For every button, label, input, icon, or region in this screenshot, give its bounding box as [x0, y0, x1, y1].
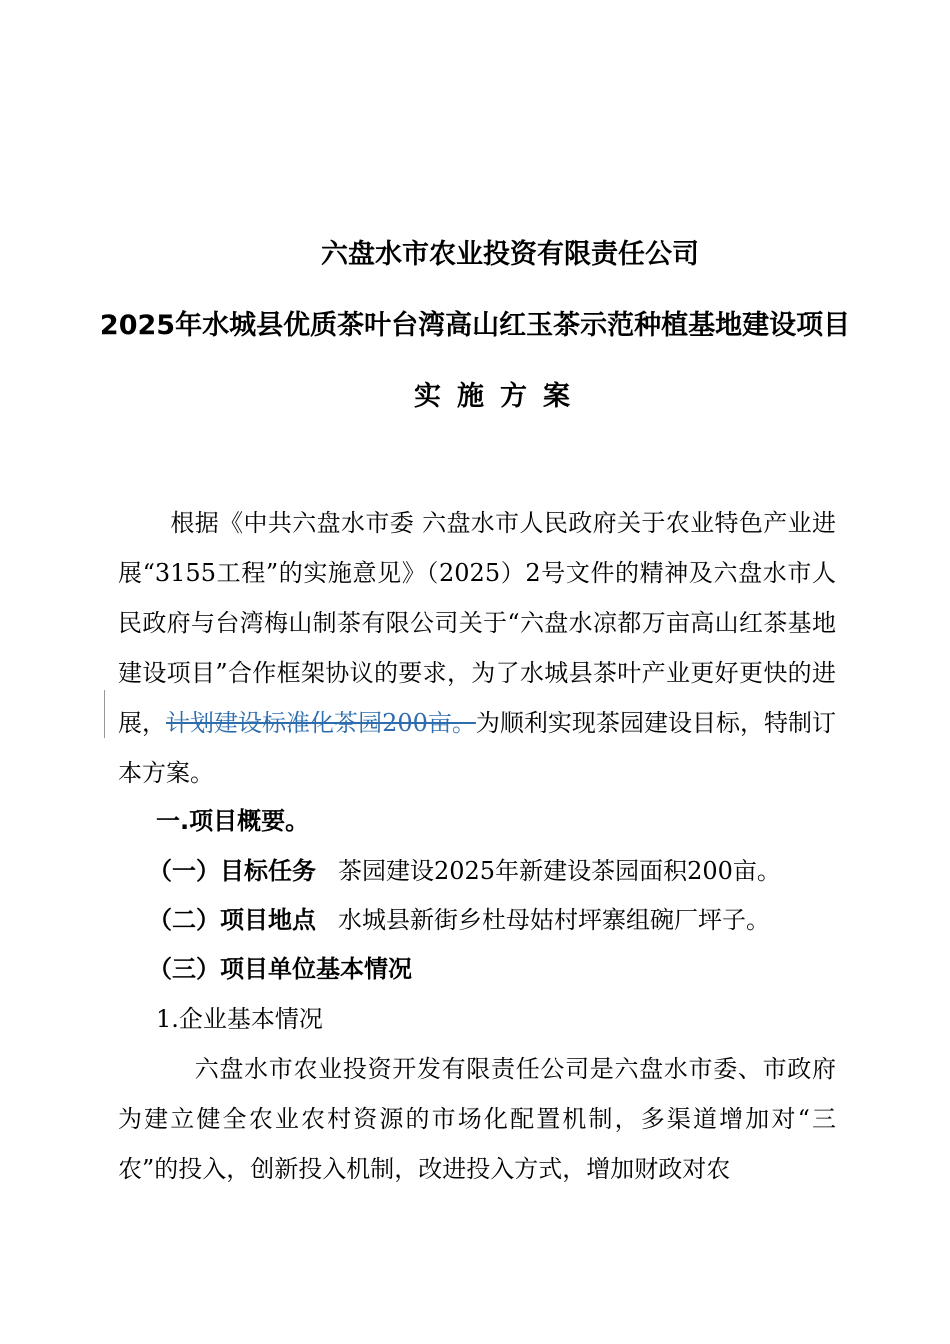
item-project-location [148, 895, 770, 945]
section-heading-overview: 一.项目概要。 [156, 807, 310, 835]
item-target-task-label: （一）目标任务 [148, 857, 316, 885]
tracked-deletion: 计划建设标准化茶园200亩。 [166, 709, 476, 737]
document-title-plan: 实施方案 [414, 381, 586, 412]
intro-text-part2: 为顺利实现茶园建设目标，特制订本方案。 [118, 709, 836, 787]
intro-text-part1: 根据《中共六盘水市委 六盘水市人民政府关于农业特色产业进展“3155工程”的实施意见》（2025）2号文件的精神及六盘水市人民政府与台湾梅山制茶有限公司关于“六盘水凉都万亩高山红茶基地建设项目”合作框架协议的要求，为了水城县茶叶产业更好更快的进展， [118, 509, 836, 737]
item-target-task-text: 茶园建设2025年新建设茶园面积200亩。 [338, 857, 781, 885]
item-project-location-text: 水城县新街乡杜母姑村坪寨组碗厂坪子。 [338, 906, 770, 934]
subheading-company-info: 1.企业基本情况 [156, 1005, 323, 1033]
revision-change-bar [104, 690, 105, 738]
company-paragraph [118, 1044, 836, 1194]
intro-paragraph [118, 498, 836, 798]
document-title-company: 六盘水市农业投资有限责任公司 [321, 239, 699, 270]
company-paragraph-text: 六盘水市农业投资开发有限责任公司是六盘水市委、市政府为建立健全农业农村资源的市场化配置机制，多渠道增加对“三农”的投入，创新投入机制，改进投入方式，增加财政对农 [118, 1055, 836, 1183]
item-project-location-label: （二）项目地点 [148, 906, 316, 934]
item-unit-basic-info: （三）项目单位基本情况 [148, 955, 412, 983]
document-title-project: 2025年水城县优质茶叶台湾高山红玉茶示范种植基地建设项目 [99, 310, 851, 341]
item-target-task [148, 846, 781, 896]
